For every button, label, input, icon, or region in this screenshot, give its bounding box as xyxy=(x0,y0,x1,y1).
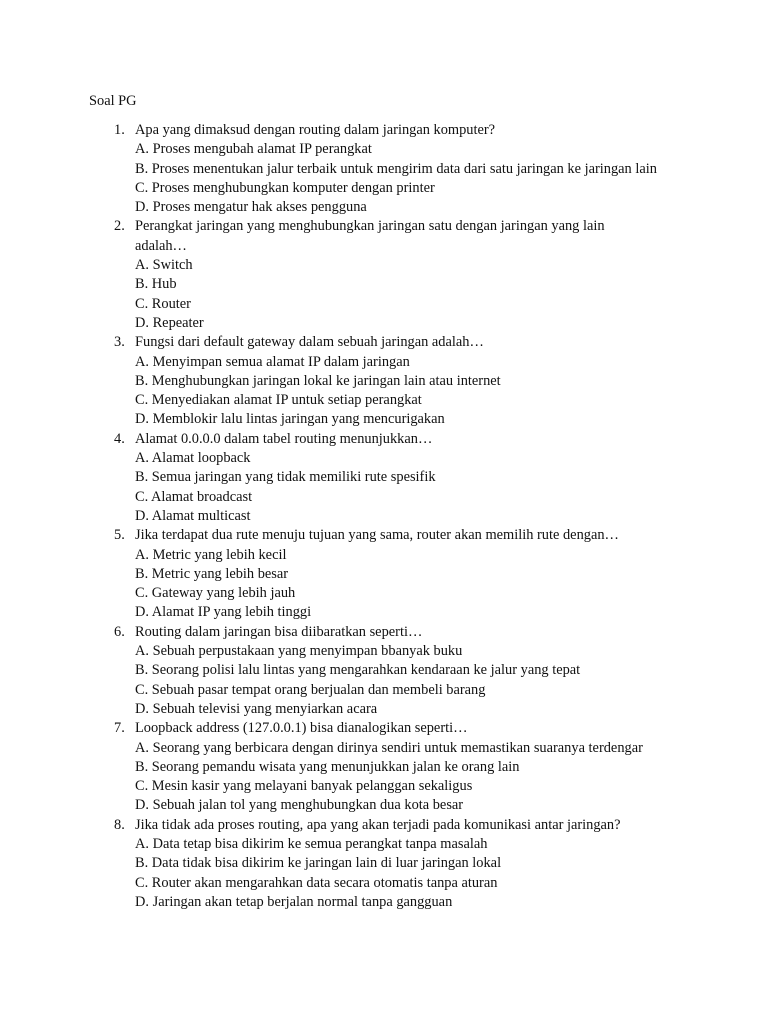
option-d: D. Proses mengatur hak akses pengguna xyxy=(135,199,367,216)
option-d: D. Jaringan akan tetap berjalan normal tanpa gangguan xyxy=(135,893,453,910)
question-text: Alamat 0.0.0.0 dalam tabel routing menunjukkan… xyxy=(135,430,433,447)
option-a: A. Data tetap bisa dikirim ke semua perangkat tanpa masalah xyxy=(135,835,488,852)
question-text: Apa yang dimaksud dengan routing dalam jaringan komputer? xyxy=(135,122,496,138)
option-c: C. Mesin kasir yang melayani banyak pelanggan sekaligus xyxy=(135,778,473,795)
question-item xyxy=(0,121,768,217)
option-c: C. Router akan mengarahkan data secara otomatis tanpa aturan xyxy=(135,874,498,891)
option-list xyxy=(0,449,768,526)
question-text: Fungsi dari default gateway dalam sebuah jaringan adalah… xyxy=(135,334,484,351)
question-item xyxy=(0,217,768,333)
option-list xyxy=(0,835,768,912)
option-d: D. Sebuah televisi yang menyiarkan acara xyxy=(135,700,378,717)
option-d: D. Alamat IP yang lebih tinggi xyxy=(135,604,312,621)
question-item xyxy=(0,526,768,622)
question-text: Perangkat jaringan yang menghubungkan jaringan satu dengan jaringan yang lain adalah… xyxy=(135,218,605,254)
question-item xyxy=(0,719,768,815)
option-c: C. Proses menghubungkan komputer dengan printer xyxy=(135,179,435,196)
option-a: A. Alamat loopback xyxy=(135,450,251,467)
option-a: A. Switch xyxy=(135,257,193,274)
option-c: C. Gateway yang lebih jauh xyxy=(135,585,296,602)
option-b: B. Metric yang lebih besar xyxy=(135,565,289,582)
option-d: D. Memblokir lalu lintas jaringan yang mencurigakan xyxy=(135,411,445,428)
option-b: B. Menghubungkan jaringan lokal ke jaringan lain atau internet xyxy=(135,372,501,389)
option-d: D. Sebuah jalan tol yang menghubungkan dua kota besar xyxy=(135,797,464,814)
option-c: C. Sebuah pasar tempat orang berjualan dan membeli barang xyxy=(135,681,486,698)
option-a: A. Sebuah perpustakaan yang menyimpan bbanyak buku xyxy=(135,643,463,660)
question-number: 7. xyxy=(114,720,125,737)
option-a: A. Seorang yang berbicara dengan dirinya sendiri untuk memastikan suaranya terdengar xyxy=(135,739,643,756)
option-a: A. Menyimpan semua alamat IP dalam jaringan xyxy=(135,353,410,370)
option-b: B. Seorang polisi lalu lintas yang mengarahkan kendaraan ke jalur yang tepat xyxy=(135,662,581,679)
option-d: D. Repeater xyxy=(135,314,204,331)
option-c: C. Menyediakan alamat IP untuk setiap perangkat xyxy=(135,392,422,409)
option-b: B. Data tidak bisa dikirim ke jaringan lain di luar jaringan lokal xyxy=(135,855,502,872)
question-item xyxy=(0,623,768,719)
option-b: B. Seorang pemandu wisata yang menunjukkan jalan ke orang lain xyxy=(135,758,520,775)
question-item xyxy=(0,333,768,429)
option-list xyxy=(0,642,768,719)
option-list xyxy=(0,140,768,217)
question-text: Loopback address (127.0.0.1) bisa dianalogikan seperti… xyxy=(135,720,468,737)
option-list xyxy=(0,256,768,333)
question-number: 1. xyxy=(114,122,125,138)
option-b: B. Proses menentukan jalur terbaik untuk mengirim data dari satu jaringan ke jaringan lain xyxy=(135,160,657,177)
option-b: B. Semua jaringan yang tidak memiliki rute spesifik xyxy=(135,469,436,486)
option-a: A. Proses mengubah alamat IP perangkat xyxy=(135,141,372,158)
option-list xyxy=(0,353,768,430)
question-number: 4. xyxy=(114,430,125,447)
option-list xyxy=(0,739,768,816)
option-c: C. Alamat broadcast xyxy=(135,488,253,505)
question-list xyxy=(0,121,768,912)
option-a: A. Metric yang lebih kecil xyxy=(135,546,287,563)
option-list xyxy=(0,546,768,623)
question-item xyxy=(0,816,768,912)
question-number: 8. xyxy=(114,816,125,833)
question-number: 2. xyxy=(114,218,125,235)
option-c: C. Router xyxy=(135,295,191,312)
question-number: 3. xyxy=(114,334,125,351)
option-d: D. Alamat multicast xyxy=(135,507,251,524)
question-item xyxy=(0,430,768,526)
document-title: Soal PG xyxy=(89,93,137,109)
question-text: Routing dalam jaringan bisa diibaratkan seperti… xyxy=(135,623,423,640)
question-text: Jika terdapat dua rute menuju tujuan yang sama, router akan memilih rute dengan… xyxy=(135,527,619,544)
option-b: B. Hub xyxy=(135,276,177,293)
question-text: Jika tidak ada proses routing, apa yang akan terjadi pada komunikasi antar jaringan? xyxy=(135,816,621,833)
question-number: 6. xyxy=(114,623,125,640)
question-number: 5. xyxy=(114,527,125,544)
